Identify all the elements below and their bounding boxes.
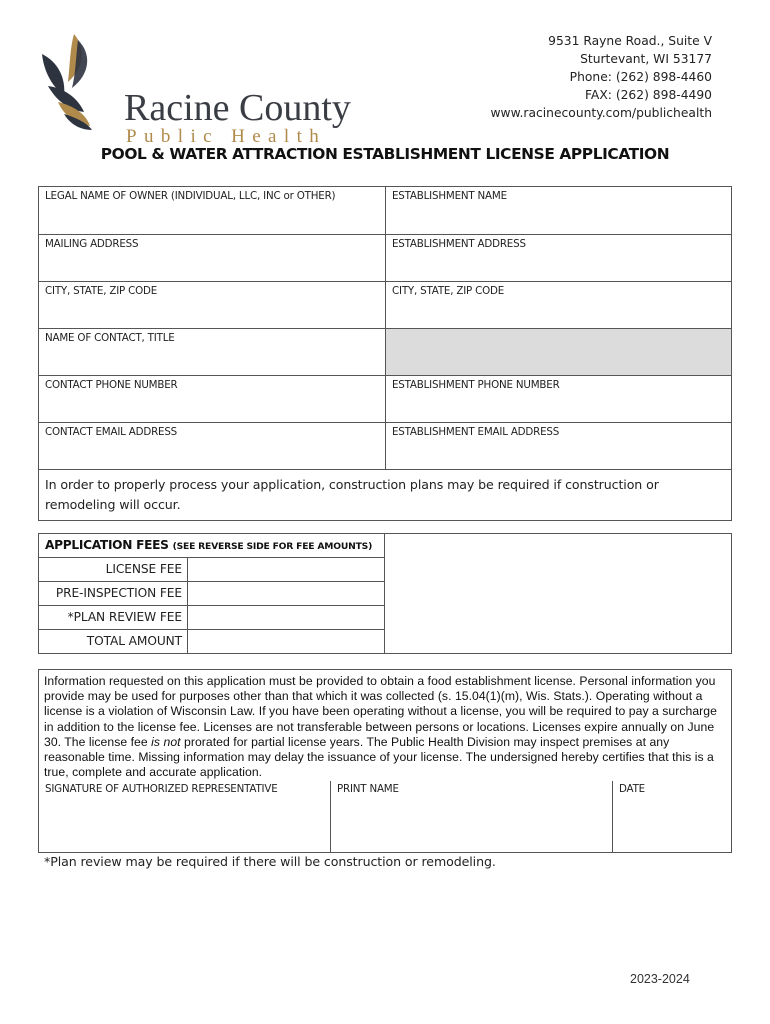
- racine-county-logo: [34, 30, 351, 147]
- form-row: [39, 281, 731, 328]
- field-label: SIGNATURE OF AUTHORIZED REPRESENTATIVE: [45, 783, 278, 796]
- fees-header: [39, 534, 384, 558]
- signature-field[interactable]: [39, 781, 331, 852]
- establishment-city-state-zip-field[interactable]: [386, 282, 731, 328]
- field-label: MAILING ADDRESS: [45, 238, 139, 250]
- fee-row-license: [39, 558, 384, 582]
- field-label: LEGAL NAME OF OWNER (INDIVIDUAL, LLC, INC or OTHER): [45, 190, 336, 202]
- owner-legal-name-field[interactable]: [39, 187, 386, 234]
- field-label: ESTABLISHMENT NAME: [392, 190, 507, 202]
- logo-subtitle: Public Health: [126, 126, 327, 147]
- address-city: Sturtevant, WI 53177: [580, 52, 712, 66]
- owner-city-state-zip-field[interactable]: [39, 282, 386, 328]
- print-name-field[interactable]: [331, 781, 613, 852]
- field-label: ESTABLISHMENT EMAIL ADDRESS: [392, 426, 560, 438]
- form-row: [39, 375, 731, 422]
- legal-notice: [39, 670, 731, 781]
- address-street: 9531 Rayne Road., Suite V: [548, 34, 712, 48]
- application-fees-table: [38, 533, 385, 654]
- shaded-blank-cell: [386, 329, 731, 375]
- fee-row-plan-review: [39, 606, 384, 630]
- form-row: [39, 422, 731, 469]
- address-website[interactable]: www.racinecounty.com/publichealth: [490, 106, 712, 120]
- establishment-phone-field[interactable]: [386, 376, 731, 422]
- address-phone: Phone: (262) 898-4460: [569, 70, 712, 84]
- office-use-box: [384, 533, 732, 654]
- address-fax: FAX: (262) 898-4490: [584, 88, 712, 102]
- agency-address: [490, 32, 712, 122]
- construction-note: In order to properly process your application, construction plans may be required if construction or remodeling will occur.: [39, 469, 731, 520]
- establishment-address-field[interactable]: [386, 235, 731, 281]
- fees-header-note: (SEE REVERSE SIDE FOR FEE AMOUNTS): [172, 541, 373, 552]
- plan-review-footnote: *Plan review may be required if there will be construction or remodeling.: [44, 854, 496, 869]
- signature-row: [39, 781, 731, 852]
- logo-name: Racine County: [124, 87, 351, 129]
- legal-text-part: Information requested on this application must be provided to obtain a food establishment license. Personal information you provide may be used for purposes other than that which it was collected (s. 15.04(1)(m), Wis. Stats.). Operating without a license is a violation of Wisconsin Law. If you have been operating without a license, you will be required to pay a surcharge in addition to the license fee. Licenses are not transferable between persons or locations. Licenses expire annually on June 30. The license fee: [44, 674, 717, 749]
- fee-row-pre-inspection: [39, 582, 384, 606]
- mailing-address-field[interactable]: [39, 235, 386, 281]
- contact-email-field[interactable]: [39, 423, 386, 469]
- date-field[interactable]: [613, 781, 731, 852]
- license-fee-input[interactable]: [188, 558, 384, 581]
- fee-label: TOTAL AMOUNT: [39, 630, 188, 654]
- fee-row-total: [39, 630, 384, 654]
- field-label: PRINT NAME: [337, 783, 399, 796]
- total-amount-input[interactable]: [188, 630, 384, 654]
- page-title: POOL & WATER ATTRACTION ESTABLISHMENT LICENSE APPLICATION: [100, 145, 670, 163]
- fee-label: PRE-INSPECTION FEE: [39, 582, 188, 605]
- field-label: CITY, STATE, ZIP CODE: [392, 285, 505, 297]
- plan-review-fee-input[interactable]: [188, 606, 384, 629]
- fees-header-title: APPLICATION FEES: [45, 538, 169, 552]
- form-row: [39, 187, 731, 234]
- form-year: 2023-2024: [630, 972, 690, 986]
- owner-establishment-form: [38, 186, 732, 521]
- field-label: ESTABLISHMENT ADDRESS: [392, 238, 526, 250]
- contact-phone-field[interactable]: [39, 376, 386, 422]
- contact-name-title-field[interactable]: [39, 329, 386, 375]
- field-label: NAME OF CONTACT, TITLE: [45, 332, 175, 344]
- field-label: CONTACT EMAIL ADDRESS: [45, 426, 178, 438]
- field-label: CITY, STATE, ZIP CODE: [45, 285, 158, 297]
- form-row: [39, 328, 731, 375]
- leaf-emblem-icon: [34, 30, 129, 130]
- form-row: [39, 234, 731, 281]
- fee-label: *PLAN REVIEW FEE: [39, 606, 188, 629]
- field-label: DATE: [619, 783, 645, 796]
- pre-inspection-fee-input[interactable]: [188, 582, 384, 605]
- legal-text-emphasis: is not: [151, 734, 181, 749]
- fee-label: LICENSE FEE: [39, 558, 188, 581]
- legal-text-part: prorated for partial license years. The Public Health Division may inspect premises at any reasonable time. Missing information may delay the issuance of your license. The undersigned hereby certifies that this is a true, complete and accurate application.: [44, 734, 714, 780]
- establishment-email-field[interactable]: [386, 423, 731, 469]
- field-label: ESTABLISHMENT PHONE NUMBER: [392, 379, 560, 391]
- field-label: CONTACT PHONE NUMBER: [45, 379, 178, 391]
- legal-certification-box: [38, 669, 732, 853]
- establishment-name-field[interactable]: [386, 187, 731, 234]
